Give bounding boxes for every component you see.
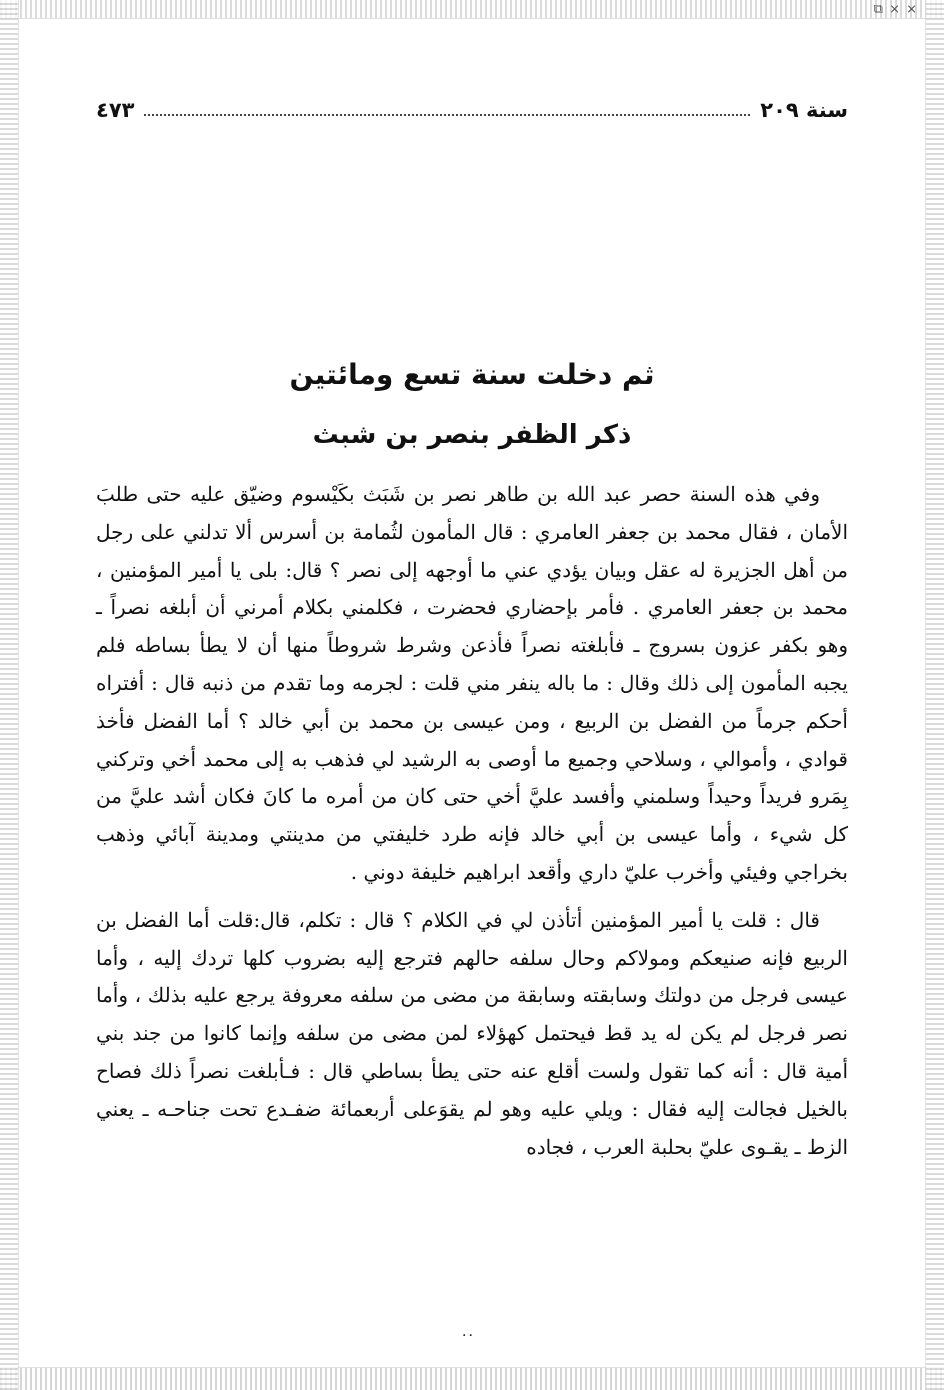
corner-ornament-icon: ⧉ ⨯ ⨯ [873, 2, 918, 17]
decorative-border-top [0, 0, 944, 19]
page-number: ٤٧٣ [96, 98, 135, 122]
decorative-border-right [925, 0, 944, 1390]
running-header [96, 88, 848, 122]
paragraph-1: وفي هذه السنة حصر عبد الله بن طاهر نصر بن شَبَث بكَيْسوم وضيّق عليه حتى طلبَ الأمان ، فقال محمد بن جعفر العامري : قال المأمون لثُمامة بن أسرس ألا تدلني على رجل من أهل الجزيرة له عقل وبيان يؤدي عني ما أوجهه إلى نصر ؟ قال: بلى يا أمير المؤمنين ، محمد بن جعفر العامري . فأمر بإحضاري فحضرت ، فكلمني بكلام أمرني أن أبلغه نصراً ـ وهو بكفر عزون بسروج ـ فأبلغته نصراً فأذعن وشرط شروطاً منها أن لا يطأ بساطه فلم يجبه المأمون إلى ذلك وقال : ما باله ينفر مني قلت : لجرمه وما تقدم من ذنبه قال : أفتراه أحكم جرماً من الفضل بن الربيع ، ومن عيسى بن محمد بن أبي خالد ؟ أما الفضل فأخذ قوادي ، وأموالي ، وسلاحي وجميع ما أوصى به الرشيد لي فذهب به إلى محمد أخي وتركني بِمَرو فريداً وحيداً وسلمني وأفسد عليَّ أخي حتى كان من أمره ما كانَ فكان أشد عليَّ من كل شيء ، وأما عيسى بن أبي خالد فإنه طرد خليفتي من مدينتي ومدينة آبائي وذهب بخراجي وفيئي وأخرب عليّ داري وأقعد ابراهيم خليفة دوني . [96, 482, 848, 884]
header-year: سنة ٢٠٩ [760, 98, 848, 122]
decorative-border-left [0, 0, 19, 1390]
footer-mark-icon: ·· [462, 1328, 475, 1344]
decorative-border-bottom [0, 1367, 944, 1390]
chapter-title: ثم دخلت سنة تسع ومائتين [289, 358, 655, 391]
section-title: ذكر الظفر بنصر بن شبث [312, 420, 632, 450]
header-dotted-leader [144, 114, 750, 116]
body-text [96, 476, 848, 1166]
paragraph-2: قال : قلت يا أمير المؤمنين أتأذن لي في الكلام ؟ قال : تكلم، قال:قلت أما الفضل بن الربيع فإنه صنيعكم ومولاكم وحال سلفه حالهم فترجع إليه بضروب كلها تردك إليه ، وأما عيسى فرجل من دولتك وسابقته وسابقة من مضى من سلفه معروفة يرجع عليه بذلك ، وأما نصر فرجل لم يكن له يد قط فيحتمل كهؤلاء لمن مضى من سلفه وإنما كانوا من جند بني أمية قال : أنه كما تقول ولست أقلع عنه حتى يطأ بساطي قال : فـأبلغت نصراً ذلك فصاح بالخيل فجالت إليه فقال : ويلي عليه وهو لم يقوَعلى أربعمائة ضفـدع تحت جناحـه ـ يعني الزط ـ يقـوى عليّ بحلبة العرب ، فجاده [96, 907, 848, 1159]
